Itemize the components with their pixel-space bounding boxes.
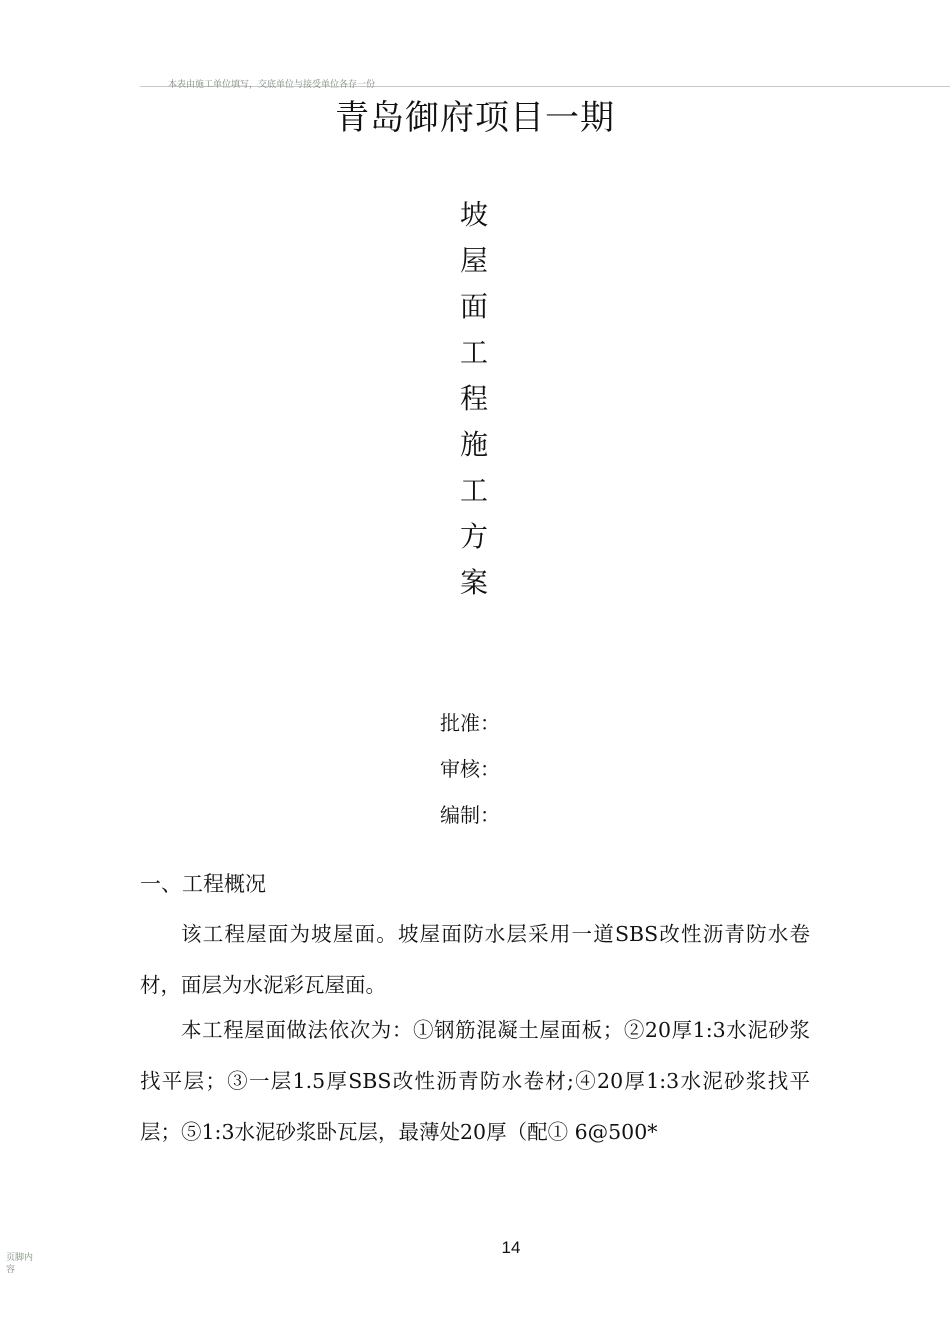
page-number: 14 [501, 1238, 521, 1257]
compile-label: 编制： [440, 803, 500, 827]
title-char: 案 [459, 566, 488, 599]
section-heading: 一、工程概况 [140, 872, 266, 896]
approve-label: 批准： [440, 711, 500, 735]
title-char: 面 [459, 290, 488, 323]
project-title: 青岛御府项目一期 [335, 98, 615, 138]
title-char: 施 [459, 428, 488, 461]
header-note: 本表由施工单位填写，交底单位与接受单位各存一份 [168, 80, 376, 90]
title-char: 坡 [459, 198, 488, 231]
paragraph: 本工程屋面做法依次为：①钢筋混凝土屋面板；②20厚1:3水泥砂浆找平层；③一层1.5厚SBS改性沥青防水卷材;④20厚1:3水泥砂浆找平层；⑤1:3水泥砂浆卧瓦层，最薄处20厚（配① 6@500* [140, 1018, 810, 1144]
footer-note: 页脚内容 [6, 1253, 34, 1275]
title-char: 屋 [459, 244, 488, 277]
review-label: 审核： [440, 757, 500, 781]
document-title-vertical [446, 192, 502, 606]
paragraph: 该工程屋面为坡屋面。坡屋面防水层采用一道SBS改性沥青防水卷材，面层为水泥彩瓦屋面。 [140, 922, 810, 997]
title-char: 方 [459, 520, 488, 553]
title-char: 程 [459, 382, 488, 415]
signoff-block [440, 700, 500, 838]
title-char: 工 [459, 474, 488, 507]
title-char: 工 [459, 336, 488, 369]
